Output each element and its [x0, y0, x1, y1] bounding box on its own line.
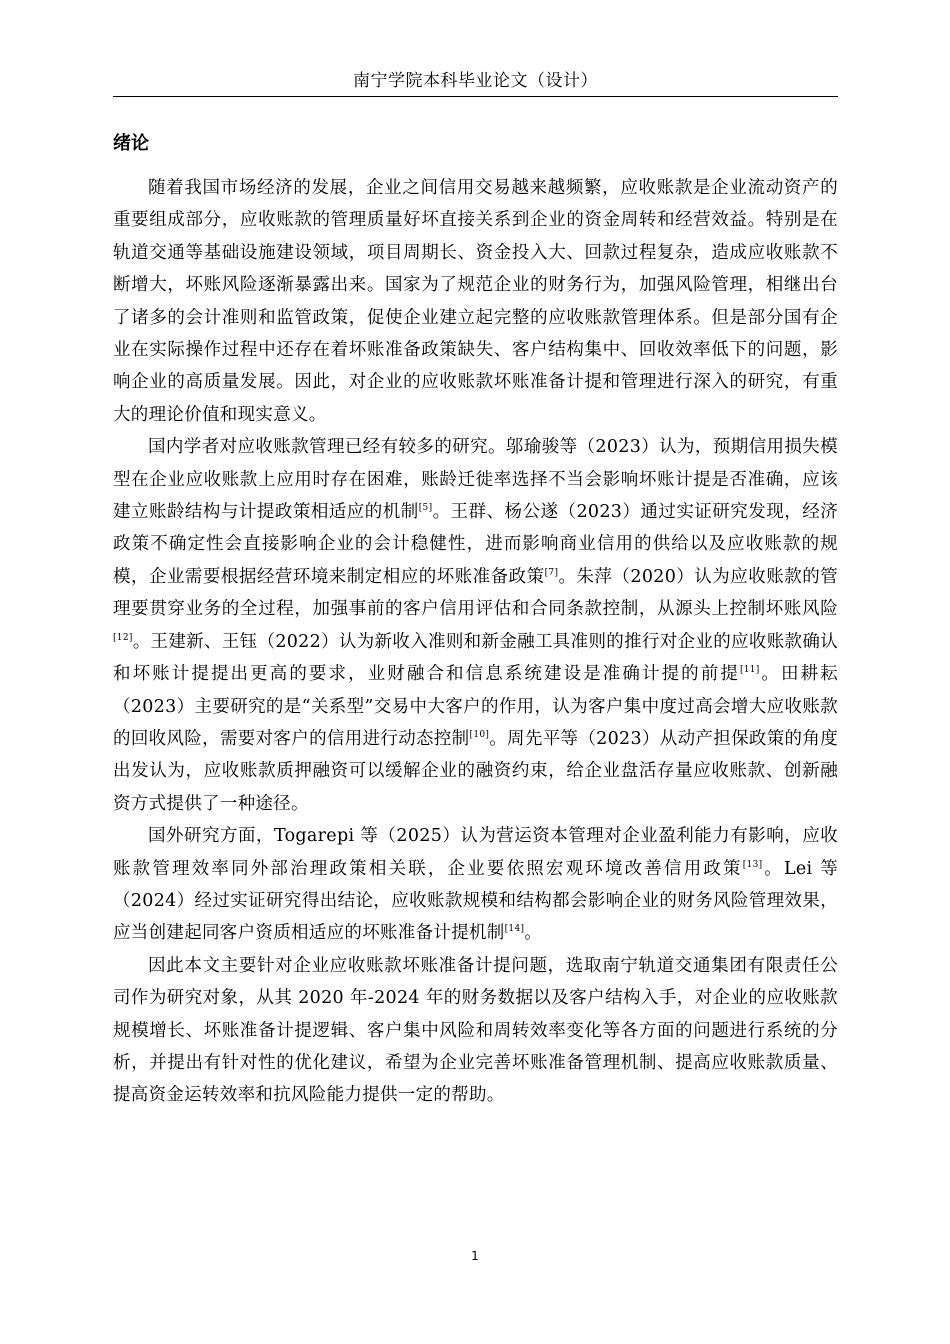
header-divider [113, 96, 838, 97]
citation-marker: [11] [739, 665, 760, 676]
citation-marker: [5] [418, 503, 433, 514]
paragraph-text: 随着我国市场经济的发展，企业之间信用交易越来越频繁，应收账款是企业流动资产的重要组成部分，应收账款的管理质量好坏直接关系到企业的资金周转和经营效益。特别是在轨道交通等基础设施建设领域，项目周期长、资金投入大、回款过程复杂，造成应收账款不断增大，坏账风险逐渐暴露出来。国家为了规范企业的财务行为，加强风险管理，相继出台了诸多的会计准则和监管政策，促使企业建立起完整的应收账款管理体系。但是部分国有企业在实际操作过程中还存在着坏账准备政策缺失、客户结构集中、回收效率低下的问题，影响企业的高质量发展。因此，对企业的应收账款坏账准备计提和管理进行深入的研究，有重大的理论价值和现实意义。 [113, 178, 838, 425]
paragraph [113, 820, 838, 950]
paragraph [113, 172, 838, 431]
paragraph-text: 。 [524, 923, 543, 944]
paragraph-text: 。王群、杨公遂（2023）通过实证研究发现，经济政策不确定性会直接影响企业的会计稳健性，进而影响商业信用的供给以及应收账款的规模，企业需要根据经营环境来制定相应的坏账准备政策 [113, 502, 838, 587]
citation-marker: [13] [742, 859, 763, 870]
paragraph-text: 国内学者对应收账款管理已经有较多的研究。邬瑜骏等（2023）认为，预期信用损失模型在企业应收账款上应用时存在困难，账龄迁徙率选择不当会影响坏账计提是否准确，应该建立账龄结构与计提政策相适应的机制 [113, 437, 838, 523]
paragraph-text: 。Lei 等（2024）经过实证研究得出结论，应收账款规模和结构都会影响企业的财务风险管理效果，应当创建起同客户资质相适应的坏账准备计提机制 [113, 858, 838, 944]
paragraph [113, 950, 838, 1112]
paragraph-text: 。朱萍（2020）认为应收账款的管理要贯穿业务的全过程，加强事前的客户信用评估和合同条款控制，从源头上控制坏账风险 [113, 566, 838, 620]
section-title: 绪论 [113, 133, 149, 154]
paragraph-text: 。周先平等（2023）从动产担保政策的角度出发认为，应收账款质押融资可以缓解企业的融资约束，给企业盘活存量应收账款、创新融资方式提供了一种途径。 [113, 728, 838, 814]
body-text [113, 172, 838, 1112]
paragraph-text: 。田耕耘（2023）主要研究的是“关系型”交易中大客户的作用，认为客户集中度过高会增大应收账款的回收风险，需要对客户的信用进行动态控制 [113, 664, 838, 749]
citation-marker: [10] [469, 730, 490, 741]
page-number: 1 [471, 1249, 479, 1263]
citation-marker: [14] [504, 924, 525, 935]
paragraph-text: 因此本文主要针对企业应收账款坏账准备计提问题，选取南宁轨道交通集团有限责任公司作为研究对象，从其 2020 年-2024 年的财务数据以及客户结构入手，对企业的应收账款规模增长、坏账准备计提逻辑、客户集中风险和周转效率变化等各方面的问题进行系统的分析，并提出有针对性的优化建议，希望为企业完善坏账准备管理机制、提高应收账款质量、提高资金运转效率和抗风险能力提供一定的帮助。 [113, 955, 838, 1106]
citation-marker: [12] [113, 632, 133, 643]
paragraph-text: 国外研究方面，Togarepi 等（2025）认为营运资本管理对企业盈利能力有影响，应收账款管理效率同外部治理政策相关联，企业要依照宏观环境改善信用政策 [113, 826, 838, 879]
paragraph-text: 。王建新、王钰（2022）认为新收入准则和新金融工具准则的推行对企业的应收账款确认和坏账计提提出更高的要求，业财融合和信息系统建设是准确计提的前提 [113, 631, 838, 685]
paragraph [113, 431, 838, 820]
citation-marker: [7] [544, 568, 559, 579]
page-header-title: 南宁学院本科毕业论文（设计） [353, 71, 598, 91]
